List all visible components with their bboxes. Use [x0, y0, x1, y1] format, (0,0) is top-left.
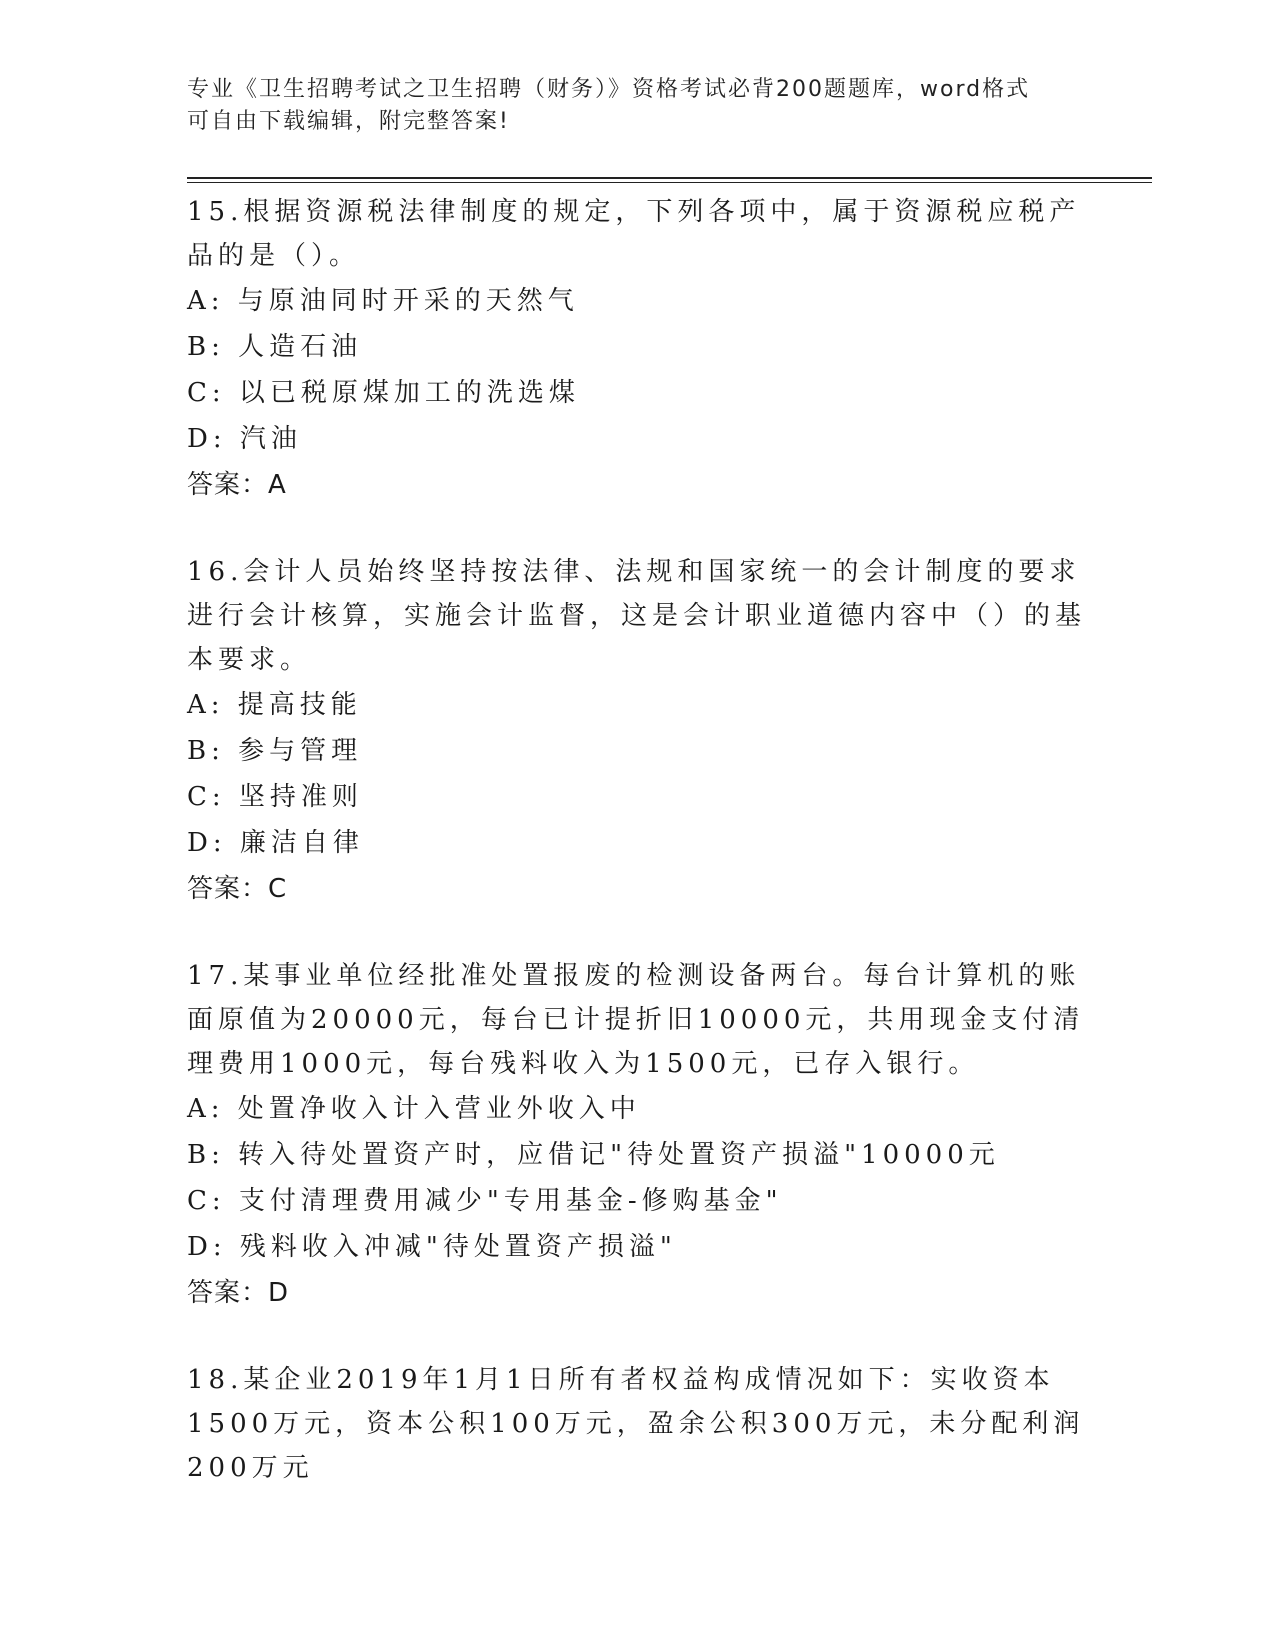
header-line-2: 可自由下载编辑，附完整答案! — [187, 109, 510, 134]
question-18 — [187, 1358, 1087, 1490]
header-divider-thin — [187, 182, 1152, 183]
answer-label: 答案：C — [187, 874, 288, 904]
option-b: B: 人造石油 — [187, 332, 363, 362]
question-stem: 16.会计人员始终坚持按法律、法规和国家统一的会计制度的要求进行会计核算，实施会计监督，这是会计职业道德内容中（）的基本要求。 — [187, 557, 1087, 675]
option-d: D: 残料收入冲减"待处置资产损溢" — [187, 1232, 677, 1262]
answer-label: 答案：D — [187, 1278, 290, 1308]
option-b: B: 参与管理 — [187, 736, 363, 766]
question-stem: 17.某事业单位经批准处置报废的检测设备两台。每台计算机的账面原值为20000元，每台已计提折旧10000元，共用现金支付清理费用1000元，每台残料收入为1500元，已存入银行。 — [187, 961, 1085, 1079]
option-c: C: 以已税原煤加工的洗选煤 — [187, 378, 580, 408]
option-c: C: 坚持准则 — [187, 782, 363, 812]
question-17 — [187, 954, 1087, 1316]
option-b: B: 转入待处置资产时，应借记"待处置资产损溢"10000元 — [187, 1140, 1000, 1170]
option-a: A: 处置净收入计入营业外收入中 — [187, 1094, 641, 1124]
question-16 — [187, 550, 1087, 912]
option-a: A: 提高技能 — [187, 690, 362, 720]
answer-label: 答案：A — [187, 470, 287, 500]
option-c: C: 支付清理费用减少"专用基金-修购基金" — [187, 1186, 783, 1216]
question-stem: 15.根据资源税法律制度的规定，下列各项中，属于资源税应税产品的是（）。 — [187, 197, 1081, 271]
option-a: A: 与原油同时开采的天然气 — [187, 286, 579, 316]
document-header — [187, 74, 1067, 138]
header-line-1: 专业《卫生招聘考试之卫生招聘（财务）》资格考试必背200题题库，word格式 — [187, 77, 1031, 102]
option-d: D: 廉洁自律 — [187, 828, 364, 858]
header-divider-thick — [187, 177, 1152, 179]
question-list — [187, 190, 1087, 1532]
question-stem: 18.某企业2019年1月1日所有者权益构成情况如下：实收资本1500万元，资本公积100万元，盈余公积300万元，未分配利润200万元 — [187, 1365, 1085, 1483]
question-15 — [187, 190, 1087, 508]
option-d: D: 汽油 — [187, 424, 302, 454]
